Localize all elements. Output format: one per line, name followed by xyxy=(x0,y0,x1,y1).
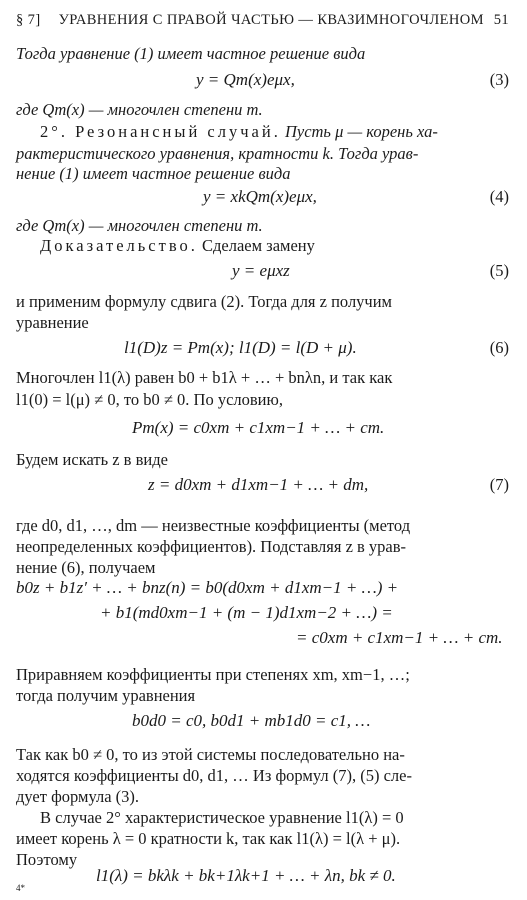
equation-8-line-3: = c0xm + c1xm−1 + … + cm. xyxy=(296,628,503,647)
equation-5-number: (5) xyxy=(489,261,509,280)
running-header xyxy=(16,10,513,30)
text-line-13: где d0, d1, …, dm — неизвестные коэффициенты (метод xyxy=(16,516,411,535)
header-title: УРАВНЕНИЯ С ПРАВОЙ ЧАСТЬЮ — КВАЗИМНОГОЧЛЕНОМ xyxy=(58,12,484,28)
equation-9: b0d0 = c0, b0d1 + mb1d0 = c1, … xyxy=(132,711,371,730)
equation-4: y = xkQm(x)eμx, xyxy=(203,187,317,206)
equation-pm: Pm(x) = c0xm + c1xm−1 + … + cm. xyxy=(132,418,385,437)
case-heading: 2°. Резонансный случай. xyxy=(40,122,281,141)
equation-7: z = d0xm + d1xm−1 + … + dm, xyxy=(148,475,369,494)
text-line-8: и применим формулу сдвига (2). Тогда для z получим xyxy=(16,292,393,311)
equation-6: l1(D)z = Pm(x); l1(D) = l(D + μ). xyxy=(124,338,357,357)
section-marker: § 7] xyxy=(16,12,41,28)
equation-5: y = eμxz xyxy=(232,261,290,280)
equation-8-line-1: b0z + b1z′ + … + bnz(n) = b0(d0xm + d1xm−1 + …) + xyxy=(16,578,399,597)
page-number: 51 xyxy=(493,12,509,28)
text-line-19: ходятся коэффициенты d0, d1, … Из формул (7), (5) сле- xyxy=(16,766,412,785)
text-line-17: тогда получим уравнения xyxy=(16,686,196,705)
text-line-7 xyxy=(16,236,513,256)
text-line-16: Приравняем коэффициенты при степенях xm, xm−1, …; xyxy=(16,665,410,684)
text-line-22: имеет корень λ = 0 кратности k, так как l1(λ) = l(λ + μ). xyxy=(16,829,401,848)
proof-intro: Сделаем замену xyxy=(202,236,315,255)
text-line-23: Поэтому xyxy=(16,850,78,869)
text-line-11: l1(0) = l(μ) ≠ 0, то b0 ≠ 0. По условию, xyxy=(16,390,283,409)
text-line-6: где Qm(x) — многочлен степени m. xyxy=(16,216,263,235)
text-line-14: неопределенных коэффициентов). Подставляя z в урав- xyxy=(16,537,407,556)
signature-mark: 4* xyxy=(16,883,25,893)
text-line-3 xyxy=(16,122,513,142)
equation-8-line-2: + b1(md0xm−1 + (m − 1)d1xm−2 + …) = xyxy=(100,603,393,622)
text-line-18: Так как b0 ≠ 0, то из этой системы последовательно на- xyxy=(16,745,405,764)
text-line-12: Будем искать z в виде xyxy=(16,450,168,469)
text-line-5: нение (1) имеет частное решение вида xyxy=(16,164,291,183)
case-statement: Пусть μ — корень ха- xyxy=(284,122,438,141)
text-line-9: уравнение xyxy=(16,313,89,332)
text-line-2: где Qm(x) — многочлен степени m. xyxy=(16,100,263,119)
text-line-1: Тогда уравнение (1) имеет частное решение вида xyxy=(16,44,366,63)
equation-3-number: (3) xyxy=(489,70,509,89)
text-line-10: Многочлен l1(λ) равен b0 + b1λ + … + bnλn, и так как xyxy=(16,368,393,387)
equation-10: l1(λ) = bkλk + bk+1λk+1 + … + λn, bk ≠ 0. xyxy=(96,866,396,885)
equation-4-number: (4) xyxy=(489,187,509,206)
equation-3: y = Qm(x)eμx, xyxy=(196,70,295,89)
text-line-20: дует формула (3). xyxy=(16,787,140,806)
equation-7-number: (7) xyxy=(489,475,509,494)
equation-6-number: (6) xyxy=(489,338,509,357)
text-line-4: рактеристического уравнения, кратности k. Тогда урав- xyxy=(16,144,419,163)
text-line-21: В случае 2° характеристическое уравнение l1(λ) = 0 xyxy=(40,808,404,827)
text-line-15: нение (6), получаем xyxy=(16,558,156,577)
proof-heading: Доказательство. xyxy=(40,236,198,255)
